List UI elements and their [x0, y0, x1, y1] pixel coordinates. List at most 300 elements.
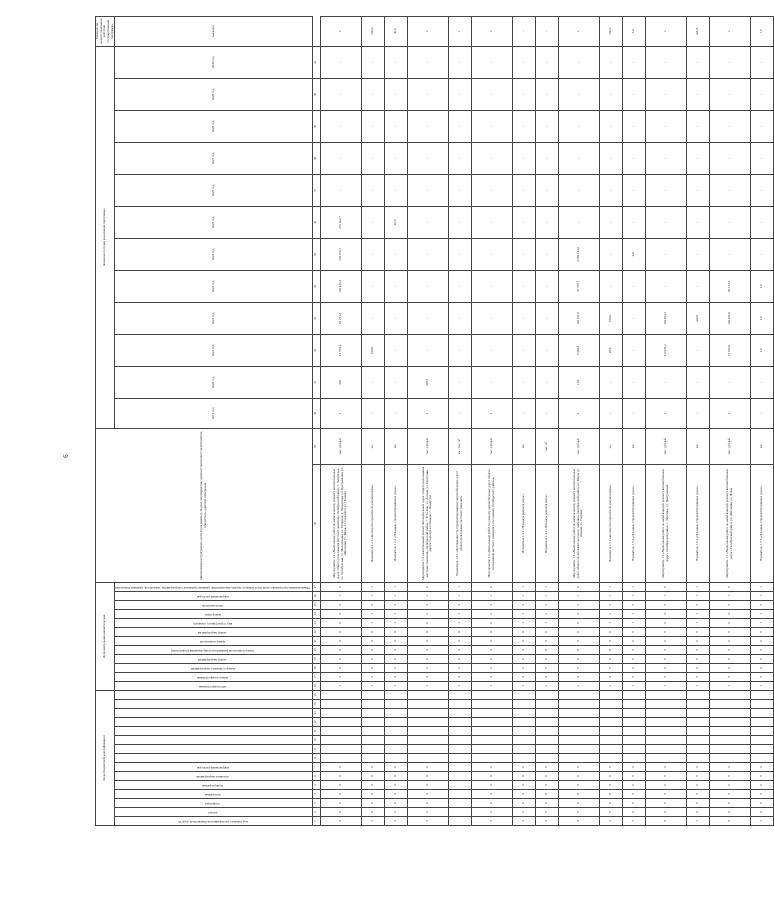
header-number: 10	[312, 736, 320, 745]
header-col-25	[115, 600, 312, 609]
code-cell: 1	[686, 582, 709, 591]
row-value: 12,9	[558, 366, 599, 398]
code-cell: 0	[471, 808, 512, 817]
code-cell: 0	[709, 654, 750, 663]
code-cell	[361, 700, 384, 709]
code-cell: 6	[407, 600, 448, 609]
code-cell: 0	[384, 808, 407, 817]
code-cell: 0	[320, 582, 361, 591]
code-cell	[407, 709, 448, 718]
row-value: -	[448, 398, 471, 428]
code-cell: 0	[645, 654, 686, 663]
code-cell	[512, 700, 535, 709]
row-value: -	[407, 174, 448, 206]
row-value: -	[320, 78, 361, 110]
code-cell: 0	[384, 772, 407, 781]
code-cell	[645, 700, 686, 709]
code-cell	[645, 690, 686, 699]
header-number: 20	[312, 645, 320, 654]
code-cell: 0	[750, 636, 773, 645]
code-cell: 0	[384, 636, 407, 645]
row-value: -	[471, 302, 512, 334]
code-cell	[709, 736, 750, 745]
code-cell: 0	[361, 808, 384, 817]
row-value: -	[448, 238, 471, 270]
header-name-spacer	[96, 428, 313, 582]
code-cell: 8	[320, 817, 361, 826]
row-value: -	[535, 270, 558, 302]
row-value: -	[645, 174, 686, 206]
header-year: 2027 год	[115, 142, 312, 174]
row-value: -	[448, 366, 471, 398]
row-value: -	[512, 78, 535, 110]
code-cell: 0	[686, 654, 709, 663]
code-cell: 0	[558, 645, 599, 654]
code-cell: 0	[320, 654, 361, 663]
code-cell	[622, 690, 645, 699]
header-number: 39	[312, 110, 320, 142]
code-cell: 0	[535, 790, 558, 799]
row-final: x	[471, 16, 512, 46]
code-cell: 0	[512, 790, 535, 799]
row-value: -	[645, 238, 686, 270]
code-cell	[512, 754, 535, 763]
code-cell: 3	[622, 817, 645, 826]
code-cell: 0	[599, 790, 622, 799]
code-cell	[361, 745, 384, 754]
row-value: 360	[320, 366, 361, 398]
row-unit: тыс. рублей	[320, 428, 361, 464]
row-name: Показатель 1.2.1 «Количество проектной документации»	[361, 464, 384, 582]
code-cell: 1	[361, 582, 384, 591]
code-cell: 0	[535, 663, 558, 672]
code-cell: 0	[622, 772, 645, 781]
header-number: 8	[312, 754, 320, 763]
code-cell: 0	[512, 808, 535, 817]
row-value: -	[384, 270, 407, 302]
code-cell: 0	[686, 663, 709, 672]
row-value: -	[750, 238, 773, 270]
header-col-17	[115, 672, 312, 681]
header-number: 1	[312, 817, 320, 826]
header-year: 2023 год	[115, 270, 312, 302]
code-cell: 1	[599, 582, 622, 591]
header-number: 19	[312, 654, 320, 663]
header-col-20	[115, 645, 312, 654]
code-cell	[686, 727, 709, 736]
header-number: 26	[312, 591, 320, 600]
row-value: -	[535, 398, 558, 428]
header-year: 2030 год	[115, 46, 312, 78]
code-cell	[686, 736, 709, 745]
header-col-label: номер мероприятия	[198, 657, 227, 662]
header-number: 3	[312, 799, 320, 808]
header-number: 16	[312, 681, 320, 690]
header-col-label: направление расходов	[196, 594, 229, 599]
row-value: -	[622, 366, 645, 398]
code-cell: 0	[535, 763, 558, 772]
code-cell: 0	[645, 763, 686, 772]
row-value: 1 4 073,2	[645, 334, 686, 366]
code-cell: 0	[384, 645, 407, 654]
header-number: 35	[312, 238, 320, 270]
row-value: -	[709, 142, 750, 174]
code-cell	[599, 690, 622, 699]
code-cell	[512, 718, 535, 727]
code-cell	[448, 727, 471, 736]
code-cell: 0	[622, 672, 645, 681]
code-cell: 1	[535, 609, 558, 618]
row-value: -	[622, 334, 645, 366]
code-cell: 1	[448, 582, 471, 591]
header-col-27	[115, 582, 312, 591]
row-unit: тыс. рублей	[645, 428, 686, 464]
row-value: -	[471, 206, 512, 238]
code-cell	[384, 718, 407, 727]
row-value: 13 760,1	[320, 334, 361, 366]
header-col-label: подраздел	[205, 801, 220, 806]
row-value: -	[384, 238, 407, 270]
code-cell	[750, 700, 773, 709]
code-cell: 3	[384, 817, 407, 826]
row-name: Показатель 1.3.1 «Протяженность отремонтированных автомобильных дорог общего пользования местного значения»	[448, 464, 471, 582]
table-row	[512, 16, 535, 825]
code-cell: 0	[361, 627, 384, 636]
code-cell: 0	[320, 672, 361, 681]
code-cell: 1	[599, 681, 622, 690]
row-value: -	[622, 142, 645, 174]
row-value: -	[599, 270, 622, 302]
code-cell	[645, 727, 686, 736]
row-value: 4,825	[686, 302, 709, 334]
code-cell: 0	[709, 808, 750, 817]
code-cell	[361, 736, 384, 745]
code-cell: 0	[448, 663, 471, 672]
code-cell: 2	[361, 817, 384, 826]
row-value: -	[384, 174, 407, 206]
code-cell	[471, 700, 512, 709]
code-cell: 0	[686, 781, 709, 790]
row-value: -	[384, 78, 407, 110]
code-cell: 0	[535, 654, 558, 663]
header-number: 23	[312, 618, 320, 627]
code-cell	[750, 718, 773, 727]
code-cell: 0	[535, 799, 558, 808]
row-value: -	[512, 270, 535, 302]
code-cell	[709, 700, 750, 709]
header-col-26	[115, 591, 312, 600]
code-cell	[645, 745, 686, 754]
row-value: 251 402,7	[320, 206, 361, 238]
code-cell: 0	[535, 627, 558, 636]
code-cell: 0	[599, 627, 622, 636]
code-cell: 0	[599, 781, 622, 790]
row-final: -	[535, 16, 558, 46]
row-value: -	[407, 46, 448, 78]
row-value: -	[384, 110, 407, 142]
header-col-label: вид структурного элемента	[193, 621, 233, 626]
code-cell: 0	[558, 654, 599, 663]
code-cell: 0	[512, 636, 535, 645]
row-value: -	[709, 46, 750, 78]
row-value: -	[535, 174, 558, 206]
header-col-11	[115, 727, 312, 736]
row-value: -	[471, 270, 512, 302]
code-cell: 2	[686, 817, 709, 826]
header-col-18	[115, 663, 312, 672]
code-cell: 0	[512, 763, 535, 772]
code-cell	[448, 700, 471, 709]
code-cell: 0	[320, 627, 361, 636]
row-value: -	[384, 366, 407, 398]
code-cell	[471, 709, 512, 718]
code-cell: 0	[686, 808, 709, 817]
table-row	[384, 16, 407, 825]
row-value: -	[407, 142, 448, 174]
code-cell	[361, 718, 384, 727]
row-value: -	[361, 142, 384, 174]
code-cell: 1	[645, 681, 686, 690]
code-cell: 0	[558, 790, 599, 799]
code-cell: 0	[750, 808, 773, 817]
code-cell: 8	[645, 817, 686, 826]
code-cell	[320, 718, 361, 727]
code-cell: 1	[407, 681, 448, 690]
row-value: -	[686, 110, 709, 142]
code-cell: 0	[320, 663, 361, 672]
row-value: -	[361, 78, 384, 110]
table-body	[320, 16, 773, 825]
code-cell: 6	[622, 600, 645, 609]
header-col-23	[115, 618, 312, 627]
header-col-7	[115, 763, 312, 772]
row-value: -	[361, 270, 384, 302]
code-cell: 0	[384, 663, 407, 672]
table-row	[361, 16, 384, 825]
row-value: 5 209,8	[558, 334, 599, 366]
row-final: 1	[448, 16, 471, 46]
row-value: -	[686, 46, 709, 78]
code-cell: 8	[558, 817, 599, 826]
code-cell	[645, 718, 686, 727]
code-cell	[407, 718, 448, 727]
header-number: 7	[312, 763, 320, 772]
code-cell	[384, 736, 407, 745]
row-value: -	[686, 206, 709, 238]
header-number-row	[312, 16, 320, 825]
row-value: -	[471, 78, 512, 110]
code-cell: 0	[320, 781, 361, 790]
code-cell: 0	[686, 636, 709, 645]
code-cell: 0	[686, 799, 709, 808]
code-cell	[361, 754, 384, 763]
row-value: -	[709, 238, 750, 270]
code-cell	[384, 754, 407, 763]
table-row	[622, 16, 645, 825]
code-cell: 0	[512, 663, 535, 672]
code-cell: 1	[750, 591, 773, 600]
row-final: 100,0	[599, 16, 622, 46]
header-number: 13	[312, 709, 320, 718]
code-cell	[535, 709, 558, 718]
row-value: -	[448, 46, 471, 78]
code-cell: 0	[471, 582, 512, 591]
table-row	[558, 16, 599, 825]
row-value: -	[384, 398, 407, 428]
code-cell	[535, 727, 558, 736]
code-cell: 0	[407, 663, 448, 672]
row-value: -	[471, 174, 512, 206]
code-cell	[361, 690, 384, 699]
row-value: -	[535, 142, 558, 174]
code-cell: 1	[535, 591, 558, 600]
row-value: -	[750, 110, 773, 142]
row-name: Мероприятие 1.4 «Выполнение работ по ремонту автомобильных дорог общего пользования местного значения в поселениях Октябрьского района»	[471, 464, 512, 582]
row-unit: км / тыс. м²	[448, 428, 471, 464]
code-cell: 0	[645, 790, 686, 799]
code-cell	[320, 754, 361, 763]
row-value: -	[512, 110, 535, 142]
code-cell	[599, 745, 622, 754]
code-cell: 3	[535, 817, 558, 826]
row-value: 45 756,7	[558, 270, 599, 302]
code-cell: 1	[558, 681, 599, 690]
row-value: -	[645, 366, 686, 398]
row-value: -	[448, 206, 471, 238]
row-value: -	[535, 302, 558, 334]
code-cell: 0	[558, 799, 599, 808]
code-cell	[709, 754, 750, 763]
row-value: x	[407, 398, 448, 428]
header-number: 11	[312, 727, 320, 736]
row-value: -	[384, 302, 407, 334]
row-value: -	[448, 174, 471, 206]
row-value: 40,6	[384, 206, 407, 238]
code-cell	[512, 690, 535, 699]
code-cell	[320, 700, 361, 709]
code-cell	[622, 727, 645, 736]
code-cell: 1	[512, 681, 535, 690]
row-value: -	[471, 366, 512, 398]
code-cell: 1	[512, 582, 535, 591]
code-cell	[535, 718, 558, 727]
code-cell: 0	[599, 636, 622, 645]
row-value: -	[599, 206, 622, 238]
row-value: -	[645, 78, 686, 110]
code-cell: 0	[709, 763, 750, 772]
row-value: -	[384, 142, 407, 174]
code-cell: 0	[686, 772, 709, 781]
code-cell: 0	[599, 663, 622, 672]
header-col-13	[115, 709, 312, 718]
code-cell: 0	[645, 672, 686, 681]
code-cell: 0	[599, 645, 622, 654]
code-cell	[407, 727, 448, 736]
code-cell: 0	[709, 663, 750, 672]
code-cell	[599, 700, 622, 709]
row-unit: тыс. м²	[535, 428, 558, 464]
code-cell	[471, 727, 512, 736]
code-cell: 6	[535, 600, 558, 609]
code-cell: 1	[622, 681, 645, 690]
table-row	[471, 16, 512, 825]
code-cell	[512, 709, 535, 718]
code-cell: 0	[512, 627, 535, 636]
code-cell: 1	[558, 591, 599, 600]
header-col-10	[115, 736, 312, 745]
code-cell: 0	[558, 618, 599, 627]
code-cell: 0	[471, 772, 512, 781]
header-number: 6	[312, 772, 320, 781]
row-value: -	[384, 46, 407, 78]
header-kcsr-group: Коды бюджетной классификации	[96, 690, 115, 825]
header-number: 22	[312, 627, 320, 636]
row-value: -	[320, 110, 361, 142]
code-cell	[535, 745, 558, 754]
header-col-1	[115, 817, 312, 826]
code-cell: 0	[512, 799, 535, 808]
header-col-19	[115, 654, 312, 663]
code-cell	[558, 727, 599, 736]
row-value: -	[361, 398, 384, 428]
row-value: -	[709, 78, 750, 110]
code-cell	[750, 754, 773, 763]
row-value: -	[599, 110, 622, 142]
code-cell: 1	[320, 681, 361, 690]
code-cell: 8	[407, 817, 448, 826]
row-value: -	[686, 366, 709, 398]
header-col-6	[115, 772, 312, 781]
code-cell: 0	[471, 627, 512, 636]
code-cell: 0	[448, 672, 471, 681]
code-cell	[512, 736, 535, 745]
row-unit: тыс. рублей	[709, 428, 750, 464]
code-cell	[599, 754, 622, 763]
code-cell: 0	[384, 627, 407, 636]
code-cell: 0	[384, 799, 407, 808]
code-cell: 1	[750, 618, 773, 627]
header-year: 2021 год	[115, 334, 312, 366]
code-cell: 6	[558, 600, 599, 609]
header-number: 4	[312, 790, 320, 799]
row-unit: тыс. рублей	[558, 428, 599, 464]
code-cell	[448, 808, 471, 817]
code-cell: 0	[320, 799, 361, 808]
row-value: -	[750, 78, 773, 110]
row-value: -	[750, 142, 773, 174]
row-value: -	[512, 46, 535, 78]
code-cell: 0	[750, 781, 773, 790]
page-number: 9	[60, 454, 69, 458]
code-cell	[709, 709, 750, 718]
header-number: 32	[312, 334, 320, 366]
row-value: -	[622, 302, 645, 334]
code-cell	[384, 700, 407, 709]
header-col-label: Наименование программы, цели (программы), задачи, мероприятия, административного мероприятия, показателя, единица измерения	[115, 585, 310, 590]
code-cell: 0	[558, 627, 599, 636]
code-cell: 0	[471, 790, 512, 799]
row-value: -	[448, 302, 471, 334]
code-cell: 1	[622, 591, 645, 600]
code-cell	[407, 736, 448, 745]
header-number: 34	[312, 270, 320, 302]
header-col-label: подпрограмма	[202, 783, 224, 788]
code-cell	[448, 709, 471, 718]
row-value: 3 689 144,0	[558, 238, 599, 270]
code-cell	[686, 709, 709, 718]
row-value: -	[407, 78, 448, 110]
header-col-label: основное мероприятие	[196, 774, 230, 779]
